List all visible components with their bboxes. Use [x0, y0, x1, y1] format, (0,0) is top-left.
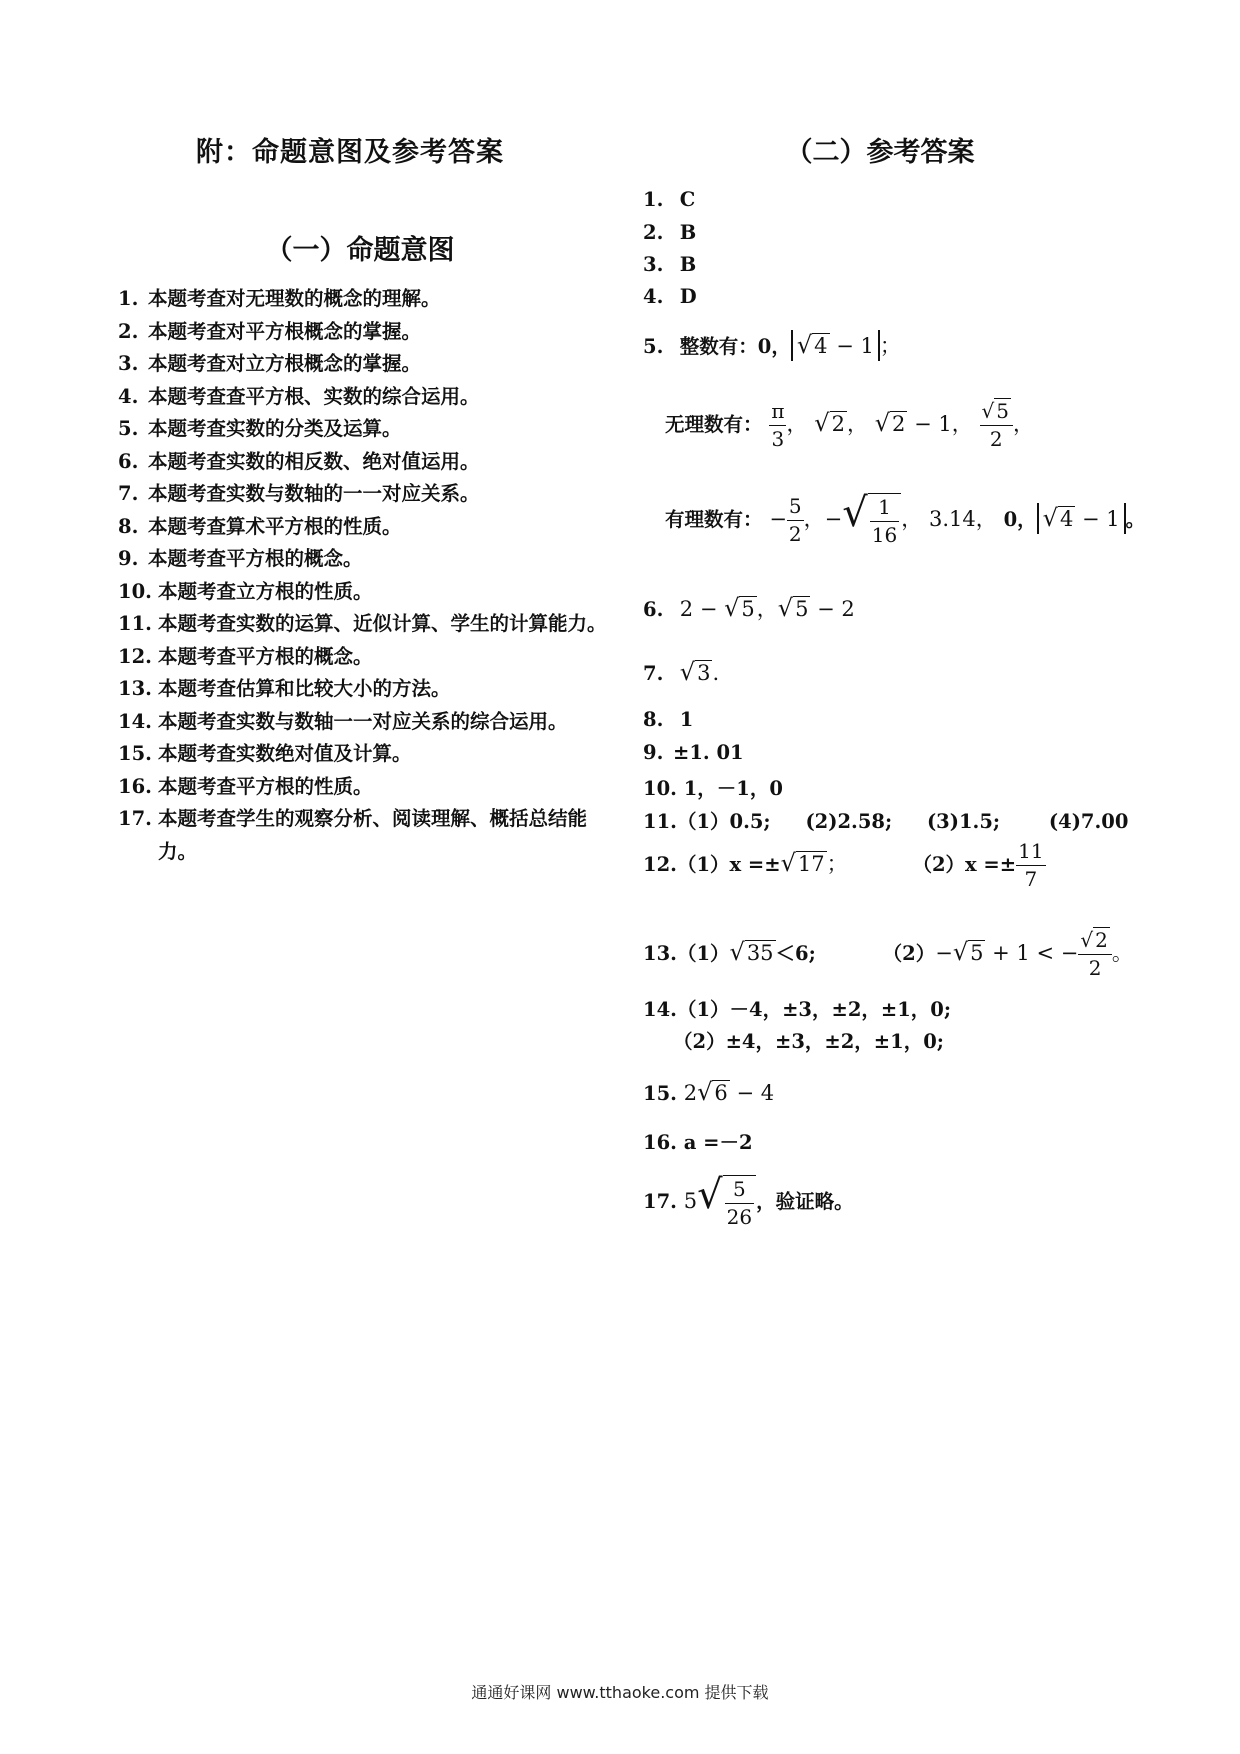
list-item	[118, 316, 608, 349]
item-number: 7.	[118, 482, 139, 505]
item-text: 本题考查查平方根、实数的综合运用。	[148, 384, 480, 408]
item-number: 9.	[118, 547, 139, 570]
item-text: 本题考查实数的分类及运算。	[148, 417, 402, 440]
item-text: 本题考查平方根的概念。	[158, 644, 373, 668]
list-item	[118, 348, 608, 381]
answer-5-rational: 有理数有： − $\frac{5}{2}$ ，−√ $\frac{1}{16}$ ， 3.14， 0， √4 − 1 。	[665, 490, 1146, 547]
item-number: 10.	[118, 579, 152, 603]
item-number: 6.	[118, 449, 139, 473]
answer-15: 15. 2√6 − 4	[643, 1078, 775, 1106]
intent-list	[118, 283, 608, 868]
list-item	[118, 608, 608, 641]
answer-10: 10. 1，－1，0	[643, 777, 783, 800]
item-text: 本题考查对无理数的概念的理解。	[148, 287, 441, 310]
section-intent-title: （一）命题意图	[265, 235, 455, 266]
answer-1: 1. C	[643, 188, 696, 211]
list-item	[118, 446, 608, 479]
sqrt5-over-2: $\frac{√ 5}{2}$	[980, 398, 1013, 453]
item-text: 本题考查对平方根概念的掌握。	[148, 319, 422, 343]
answer-3: 3. B	[643, 253, 697, 276]
list-item	[118, 673, 608, 706]
list-item	[118, 641, 608, 674]
list-item	[118, 381, 608, 414]
abs-expression: √4 − 1	[791, 330, 880, 361]
list-item	[118, 706, 608, 739]
item-text: 本题考查学生的观察分析、阅读理解、概括总结能力。	[158, 807, 588, 863]
answer-11: 11.（1）0.5; (2)2.58; (3)1.5; (4)7.00	[643, 810, 1129, 833]
list-item	[118, 738, 608, 771]
list-item	[118, 803, 608, 868]
item-number: 11.	[118, 612, 152, 635]
list-item	[118, 511, 608, 544]
item-number: 15.	[118, 742, 152, 765]
item-text: 本题考查对立方根概念的掌握。	[148, 352, 422, 375]
item-number: 17.	[118, 807, 152, 830]
item-number: 14.	[118, 709, 152, 733]
item-text: 本题考查算术平方根的性质。	[148, 514, 402, 538]
item-number: 12.	[118, 644, 152, 668]
item-text: 本题考查实数的运算、近似计算、学生的计算能力。	[158, 612, 607, 635]
list-item	[118, 283, 608, 316]
list-item	[118, 478, 608, 511]
item-text: 本题考查平方根的概念。	[148, 547, 363, 570]
item-number: 5.	[118, 417, 139, 440]
item-text: 本题考查实数与数轴的一一对应关系。	[148, 482, 480, 505]
answer-5-integers: 5. 整数有：0， √4 − 1 ；	[643, 331, 901, 359]
item-text: 本题考查实数绝对值及计算。	[158, 742, 412, 765]
list-item	[118, 543, 608, 576]
item-number: 1.	[118, 287, 139, 310]
answer-14-line1: 14.（1）－4，±3，±2，±1，0;	[643, 998, 952, 1021]
answer-9: 9. ±1. 01	[643, 741, 744, 764]
answer-2: 2. B	[643, 221, 697, 244]
item-text: 本题考查立方根的性质。	[158, 579, 373, 603]
answer-8: 8. 1	[643, 708, 694, 731]
item-text: 本题考查实数的相反数、绝对值运用。	[148, 449, 480, 473]
answer-5-irrational: 无理数有： $\frac{\pi}{3}$ ， √2， √2 − 1， $\frac{√ 5}{2}$ ，	[665, 399, 1034, 451]
answer-7: 7. √3.	[643, 658, 720, 686]
list-item	[118, 771, 608, 804]
answer-12: 12.（1）x =±√17； （2）x =± $\frac{11}{7}$	[643, 839, 1044, 891]
pi-over-3: $\frac{\pi}{3}$	[771, 399, 785, 451]
answer-4: 4. D	[643, 285, 697, 308]
list-item	[118, 413, 608, 446]
item-number: 13.	[118, 677, 152, 700]
item-number: 3.	[118, 352, 139, 375]
item-number: 4.	[118, 384, 139, 408]
item-number: 8.	[118, 514, 139, 538]
answer-14-line2: （2）±4，±3，±2，±1，0;	[673, 1030, 944, 1053]
item-text: 本题考查平方根的性质。	[158, 774, 373, 798]
answer-16: 16. a =－2	[643, 1131, 753, 1154]
answer-17: 17. 5√ $\frac{5}{26}$ ，验证略。	[643, 1172, 854, 1229]
section-answers-title: （二）参考答案	[785, 137, 975, 168]
main-title: 附：命题意图及参考答案	[196, 137, 504, 168]
list-item	[118, 576, 608, 609]
item-number: 2.	[118, 319, 139, 343]
item-text: 本题考查估算和比较大小的方法。	[158, 677, 451, 700]
answer-13: 13.（1）√35 ＜6; （2）−√5 + 1 < − $\frac{√ 2}{2}$ 。	[643, 928, 1133, 980]
item-number: 16.	[118, 774, 152, 798]
answer-6: 6. 2 − √5，√5 − 2	[643, 594, 855, 622]
footer-source: 通通好课网 www.tthaoke.com 提供下载	[471, 1683, 769, 1702]
item-text: 本题考查实数与数轴一一对应关系的综合运用。	[158, 709, 568, 733]
